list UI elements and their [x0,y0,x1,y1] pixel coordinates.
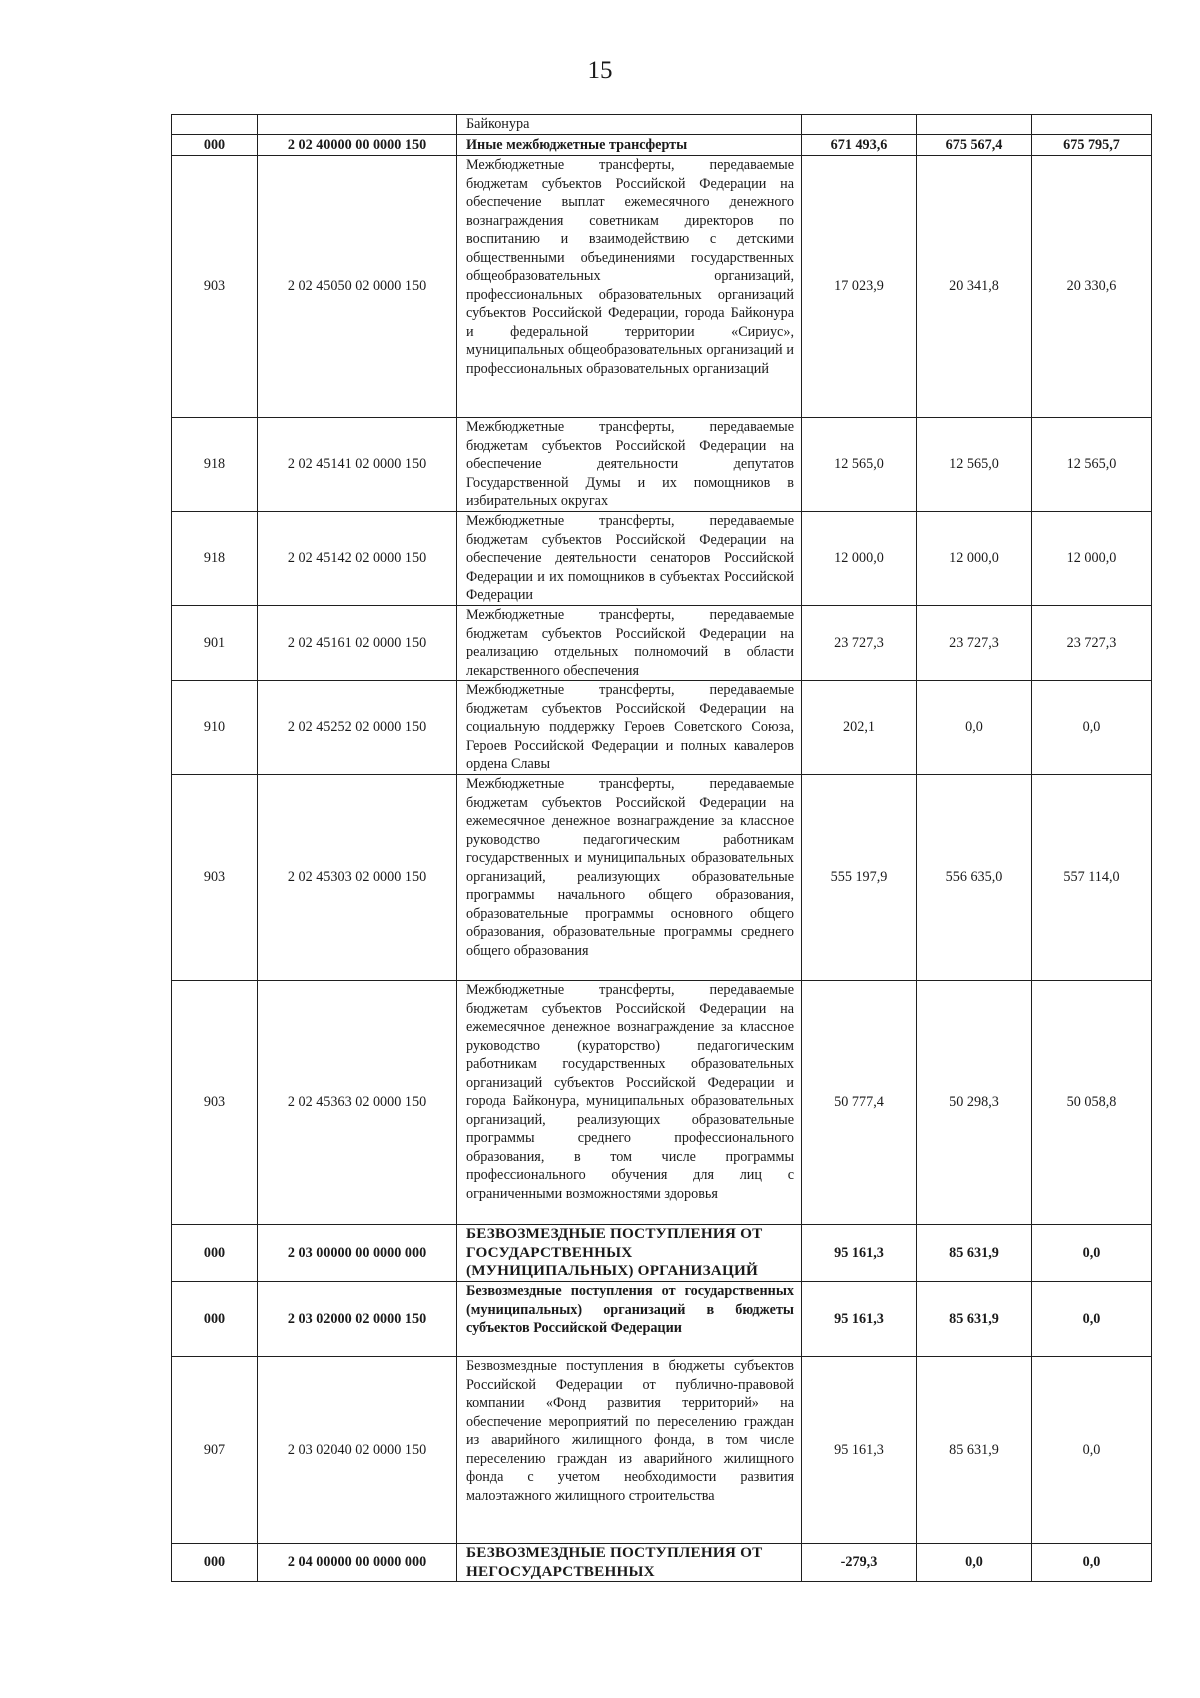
amount-year2-cell: 23 727,3 [917,606,1032,681]
budget-code-cell: 2 02 45141 02 0000 150 [258,418,457,512]
description-cell: БЕЗВОЗМЕЗДНЫЕ ПОСТУПЛЕНИЯ ОТ ГОСУДАРСТВЕННЫХ (МУНИЦИПАЛЬНЫХ) ОРГАНИЗАЦИЙ [457,1225,802,1282]
amount-year2-cell: 85 631,9 [917,1282,1032,1357]
budget-code-cell: 2 02 45050 02 0000 150 [258,156,457,418]
admin-code-cell: 903 [172,981,258,1225]
amount-year3-cell: 23 727,3 [1032,606,1152,681]
amount-year1-cell: 202,1 [802,681,917,775]
amount-year1-cell: -279,3 [802,1544,917,1582]
amount-year3-cell: 50 058,8 [1032,981,1152,1225]
table-row [172,135,1152,156]
budget-code-cell: 2 02 45303 02 0000 150 [258,775,457,981]
page-number: 15 [587,57,613,84]
admin-code-cell: 000 [172,1282,258,1357]
description-cell: Байконура [457,115,802,135]
table-row [172,681,1152,775]
amount-year2-cell: 20 341,8 [917,156,1032,418]
amount-year2-cell: 85 631,9 [917,1357,1032,1544]
budget-code-cell: 2 03 00000 00 0000 000 [258,1225,457,1282]
table-row [172,1357,1152,1544]
amount-year3-cell: 20 330,6 [1032,156,1152,418]
table-row [172,156,1152,418]
amount-year3-cell: 0,0 [1032,1544,1152,1582]
budget-code-cell: 2 02 45252 02 0000 150 [258,681,457,775]
amount-year1-cell: 555 197,9 [802,775,917,981]
description-cell: Иные межбюджетные трансферты [457,135,802,156]
description-cell: БЕЗВОЗМЕЗДНЫЕ ПОСТУПЛЕНИЯ ОТ НЕГОСУДАРСТВЕННЫХ [457,1544,802,1582]
budget-code-cell: 2 03 02040 02 0000 150 [258,1357,457,1544]
amount-year3-cell [1032,115,1152,135]
amount-year1-cell: 17 023,9 [802,156,917,418]
budget-code-cell: 2 02 45142 02 0000 150 [258,512,457,606]
amount-year1-cell: 23 727,3 [802,606,917,681]
amount-year1-cell: 50 777,4 [802,981,917,1225]
admin-code-cell: 000 [172,1544,258,1582]
amount-year1-cell: 12 565,0 [802,418,917,512]
admin-code-cell: 000 [172,1225,258,1282]
budget-code-cell: 2 04 00000 00 0000 000 [258,1544,457,1582]
amount-year1-cell: 95 161,3 [802,1282,917,1357]
admin-code-cell: 918 [172,418,258,512]
table-row [172,418,1152,512]
table-row [172,981,1152,1225]
amount-year2-cell: 85 631,9 [917,1225,1032,1282]
admin-code-cell: 907 [172,1357,258,1544]
budget-code-cell: 2 02 40000 00 0000 150 [258,135,457,156]
admin-code-cell: 903 [172,156,258,418]
amount-year3-cell: 0,0 [1032,1282,1152,1357]
description-cell: Безвозмездные поступления от государственных (муниципальных) организаций в бюджеты субъектов Российской Федерации [457,1282,802,1357]
amount-year2-cell: 0,0 [917,1544,1032,1582]
description-cell: Межбюджетные трансферты, передаваемые бюджетам субъектов Российской Федерации на реализацию отдельных полномочий в области лекарственного обеспечения [457,606,802,681]
amount-year2-cell: 12 000,0 [917,512,1032,606]
admin-code-cell: 918 [172,512,258,606]
amount-year2-cell: 556 635,0 [917,775,1032,981]
amount-year3-cell: 0,0 [1032,1225,1152,1282]
amount-year1-cell: 95 161,3 [802,1225,917,1282]
admin-code-cell: 000 [172,135,258,156]
amount-year3-cell: 12 565,0 [1032,418,1152,512]
description-cell: Межбюджетные трансферты, передаваемые бюджетам субъектов Российской Федерации на обеспечение деятельности депутатов Государственной Думы и их помощников в избирательных округах [457,418,802,512]
table-row [172,1544,1152,1582]
admin-code-cell [172,115,258,135]
admin-code-cell: 901 [172,606,258,681]
amount-year1-cell: 12 000,0 [802,512,917,606]
budget-code-cell [258,115,457,135]
budget-code-cell: 2 03 02000 02 0000 150 [258,1282,457,1357]
amount-year2-cell [917,115,1032,135]
amount-year3-cell: 557 114,0 [1032,775,1152,981]
description-cell: Безвозмездные поступления в бюджеты субъектов Российской Федерации от публично-правовой компании «Фонд развития территорий» на обеспечение мероприятий по переселению граждан из аварийного жилищного фонда, в том числе переселению граждан из аварийного жилищного фонда с учетом необходимости развития малоэтажного жилищного строительства [457,1357,802,1544]
description-cell: Межбюджетные трансферты, передаваемые бюджетам субъектов Российской Федерации на обеспечение деятельности сенаторов Российской Федерации и их помощников в субъектах Российской Федерации [457,512,802,606]
amount-year2-cell: 0,0 [917,681,1032,775]
admin-code-cell: 903 [172,775,258,981]
budget-code-cell: 2 02 45161 02 0000 150 [258,606,457,681]
amount-year1-cell [802,115,917,135]
amount-year3-cell: 675 795,7 [1032,135,1152,156]
budget-code-cell: 2 02 45363 02 0000 150 [258,981,457,1225]
table-row [172,1225,1152,1282]
table-row [172,115,1152,135]
amount-year2-cell: 12 565,0 [917,418,1032,512]
table-row [172,606,1152,681]
description-cell: Межбюджетные трансферты, передаваемые бюджетам субъектов Российской Федерации на обеспечение выплат ежемесячного денежного вознаграждения советникам директоров по воспитанию и взаимодействию с детскими общественными объединениями государственных общеобразовательных организаций, профессиональных образовательных организаций субъектов Российской Федерации, города Байконура и федеральной территории «Сириус», муниципальных общеобразовательных организаций и профессиональных образовательных организаций [457,156,802,418]
table-row [172,775,1152,981]
amount-year3-cell: 0,0 [1032,681,1152,775]
amount-year1-cell: 671 493,6 [802,135,917,156]
description-cell: Межбюджетные трансферты, передаваемые бюджетам субъектов Российской Федерации на ежемесячное денежное вознаграждение за классное руководство педагогическим работникам государственных и муниципальных образовательных организаций, реализующих образовательные программы начального общего образования, образовательные программы основного общего образования, образовательные программы среднего общего образования [457,775,802,981]
table-row [172,1282,1152,1357]
admin-code-cell: 910 [172,681,258,775]
amount-year1-cell: 95 161,3 [802,1357,917,1544]
table-row [172,512,1152,606]
amount-year2-cell: 50 298,3 [917,981,1032,1225]
amount-year3-cell: 12 000,0 [1032,512,1152,606]
amount-year2-cell: 675 567,4 [917,135,1032,156]
amount-year3-cell: 0,0 [1032,1357,1152,1544]
budget-revenue-table [171,114,1152,1582]
description-cell: Межбюджетные трансферты, передаваемые бюджетам субъектов Российской Федерации на социальную поддержку Героев Советского Союза, Героев Российской Федерации и полных кавалеров ордена Славы [457,681,802,775]
description-cell: Межбюджетные трансферты, передаваемые бюджетам субъектов Российской Федерации на ежемесячное денежное вознаграждение за классное руководство (кураторство) педагогическим работникам государственных образовательных организаций субъектов Российской Федерации и города Байконура, муниципальных образовательных организаций, реализующих образовательные программы среднего профессионального образования, в том числе программы профессионального обучения для лиц с ограниченными возможностями здоровья [457,981,802,1225]
